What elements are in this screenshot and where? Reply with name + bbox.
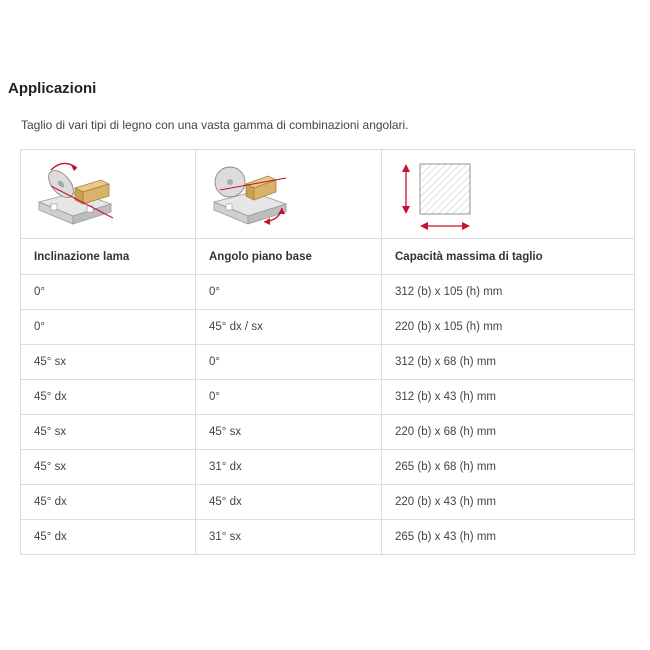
table-row — [21, 415, 635, 450]
section-title: Applicazioni — [8, 80, 97, 97]
header-max-capacity: Capacità massima di taglio — [382, 239, 635, 275]
cell-base-angle: 45° dx / sx — [196, 310, 382, 345]
cell-base-angle: 0° — [196, 275, 382, 310]
cell-max-capacity: 220 (b) x 43 (h) mm — [382, 485, 635, 520]
cell-max-capacity: 265 (b) x 43 (h) mm — [382, 520, 635, 555]
blade-tilt-icon — [31, 154, 121, 234]
cell-blade-tilt: 45° sx — [21, 415, 196, 450]
icon-cell-cut-capacity — [382, 150, 635, 239]
table-row — [21, 345, 635, 380]
cutting-capacity-table — [20, 149, 635, 555]
cell-base-angle: 0° — [196, 380, 382, 415]
header-blade-tilt: Inclinazione lama — [21, 239, 196, 275]
cell-base-angle: 0° — [196, 345, 382, 380]
table-row — [21, 450, 635, 485]
table-row — [21, 275, 635, 310]
cell-blade-tilt: 0° — [21, 310, 196, 345]
cell-base-angle: 31° dx — [196, 450, 382, 485]
cell-blade-tilt: 45° dx — [21, 520, 196, 555]
cell-base-angle: 31° sx — [196, 520, 382, 555]
icon-cell-blade-tilt — [21, 150, 196, 239]
cell-max-capacity: 265 (b) x 68 (h) mm — [382, 450, 635, 485]
table-row — [21, 485, 635, 520]
table-row — [21, 520, 635, 555]
cell-base-angle: 45° sx — [196, 415, 382, 450]
cell-blade-tilt: 45° dx — [21, 380, 196, 415]
cell-max-capacity: 312 (b) x 68 (h) mm — [382, 345, 635, 380]
cell-blade-tilt: 45° sx — [21, 345, 196, 380]
cut-capacity-icon — [392, 154, 482, 234]
header-base-angle: Angolo piano base — [196, 239, 382, 275]
cell-max-capacity: 312 (b) x 43 (h) mm — [382, 380, 635, 415]
cell-max-capacity: 220 (b) x 68 (h) mm — [382, 415, 635, 450]
table-row — [21, 380, 635, 415]
cell-base-angle: 45° dx — [196, 485, 382, 520]
section-description: Taglio di vari tipi di legno con una vasta gamma di combinazioni angolari. — [21, 118, 409, 132]
cell-blade-tilt: 45° sx — [21, 450, 196, 485]
cell-max-capacity: 312 (b) x 105 (h) mm — [382, 275, 635, 310]
table-row — [21, 310, 635, 345]
icon-row — [21, 150, 635, 239]
cell-blade-tilt: 45° dx — [21, 485, 196, 520]
cell-blade-tilt: 0° — [21, 275, 196, 310]
cell-max-capacity: 220 (b) x 105 (h) mm — [382, 310, 635, 345]
table-header-row — [21, 239, 635, 275]
base-angle-icon — [206, 154, 296, 234]
icon-cell-base-angle — [196, 150, 382, 239]
